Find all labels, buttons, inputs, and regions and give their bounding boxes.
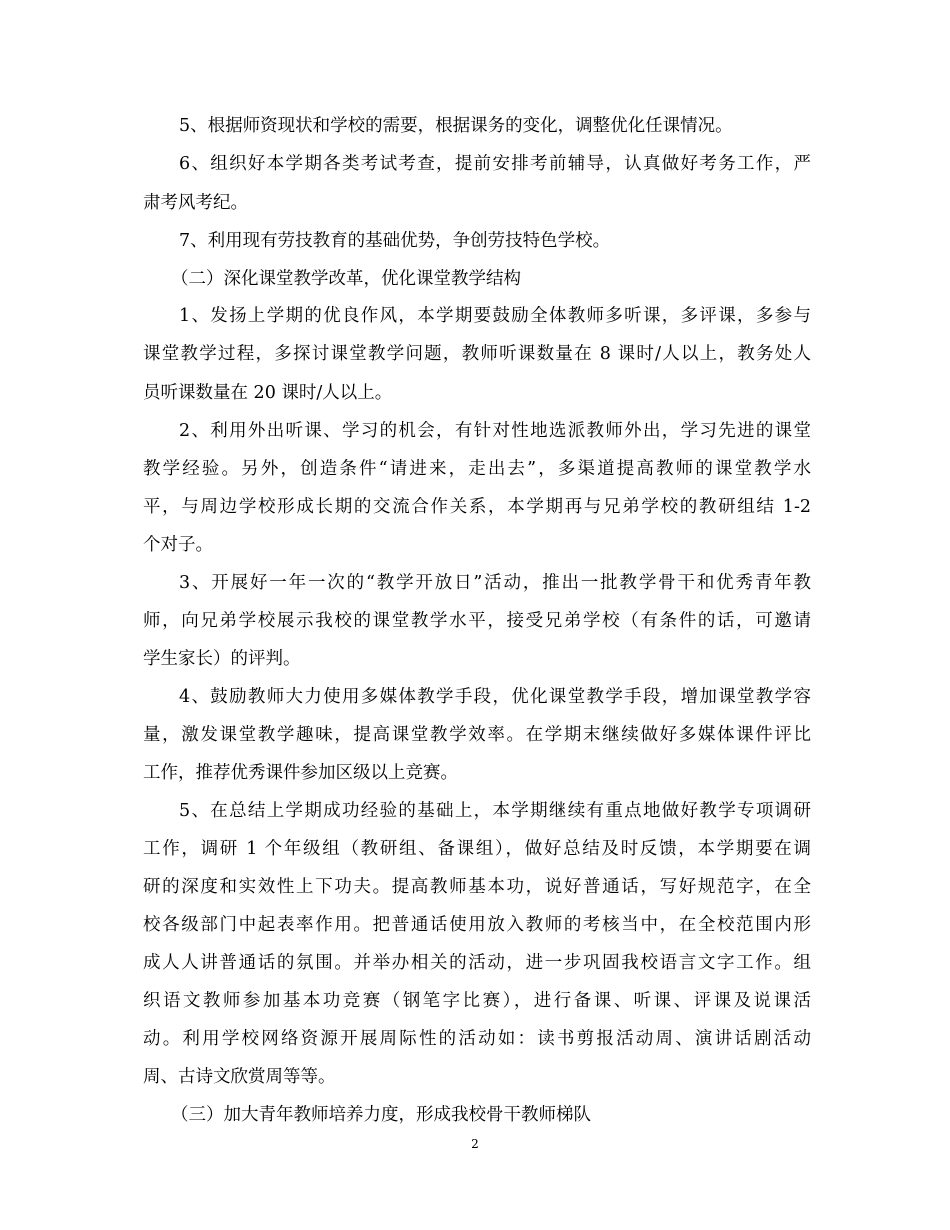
- text-line: 个对子。: [143, 535, 213, 555]
- text-line: 教学经验。另外，创造条件“请进来，走出去”，多渠道提高教师的课堂教学水: [143, 459, 811, 479]
- text-line: 5、根据师资现状和学校的需要，根据课务的变化，调整优化任课情况。: [179, 116, 733, 136]
- text-line: 学生家长）的评判。: [143, 649, 301, 669]
- text-line: 周、古诗文欣赏周等等。: [143, 1067, 336, 1087]
- text-line: 师，向兄弟学校展示我校的课堂教学水平，接受兄弟学校（有条件的话，可邀请: [143, 611, 811, 631]
- text-line: 3、开展好一年一次的“教学开放日”活动，推出一批教学骨干和优秀青年教: [179, 573, 811, 593]
- text-line: 课堂教学过程，多探讨课堂教学问题，教师听课数量在 8 课时/人以上，教务处人: [143, 344, 811, 364]
- text-line: 工作，调研 1 个年级组（教研组、备课组），做好总结及时反馈，本学期要在调: [143, 839, 811, 859]
- text-line: 1、发扬上学期的优良作风，本学期要鼓励全体教师多听课，多评课，多参与: [179, 306, 811, 326]
- text-line: 肃考风考纪。: [143, 193, 248, 213]
- text-line: 7、利用现有劳技教育的基础优势，争创劳技特色学校。: [179, 231, 611, 251]
- text-line: 6、组织好本学期各类考试考查，提前安排考前辅导，认真做好考务工作，严: [179, 154, 811, 174]
- text-line: 量，激发课堂教学趣味，提高课堂教学效率。在学期末继续做好多媒体课件评比: [143, 725, 811, 745]
- section-heading: （二）深化课堂教学改革，优化课堂教学结构: [171, 269, 521, 289]
- page-number: 2: [471, 1137, 479, 1151]
- text-line: 工作，推荐优秀课件参加区级以上竞赛。: [143, 763, 458, 783]
- text-line: 员听课数量在 20 课时/人以上。: [143, 383, 393, 403]
- text-line: 2、利用外出听课、学习的机会，有针对性地选派教师外出，学习先进的课堂: [179, 421, 811, 441]
- text-line: 4、鼓励教师大力使用多媒体教学手段，优化课堂教学手段，增加课堂教学容: [179, 687, 811, 707]
- text-line: 5、在总结上学期成功经验的基础上，本学期继续有重点地做好教学专项调研: [179, 801, 811, 821]
- text-line: 校各级部门中起表率作用。把普通话使用放入教师的考核当中，在全校范围内形: [143, 915, 811, 935]
- text-line: 平，与周边学校形成长期的交流合作关系，本学期再与兄弟学校的教研组结 1-2: [143, 497, 811, 517]
- text-line: 成人人讲普通话的氛围。并举办相关的活动，进一步巩固我校语言文字工作。组: [143, 953, 811, 973]
- section-heading: （三）加大青年教师培养力度，形成我校骨干教师梯队: [171, 1105, 591, 1125]
- text-line: 动。利用学校网络资源开展周际性的活动如：读书剪报活动周、演讲话剧活动: [143, 1029, 811, 1049]
- text-line: 织语文教师参加基本功竞赛（钢笔字比赛），进行备课、听课、评课及说课活: [143, 991, 811, 1011]
- text-line: 研的深度和实效性上下功夫。提高教师基本功，说好普通话，写好规范字，在全: [143, 877, 811, 897]
